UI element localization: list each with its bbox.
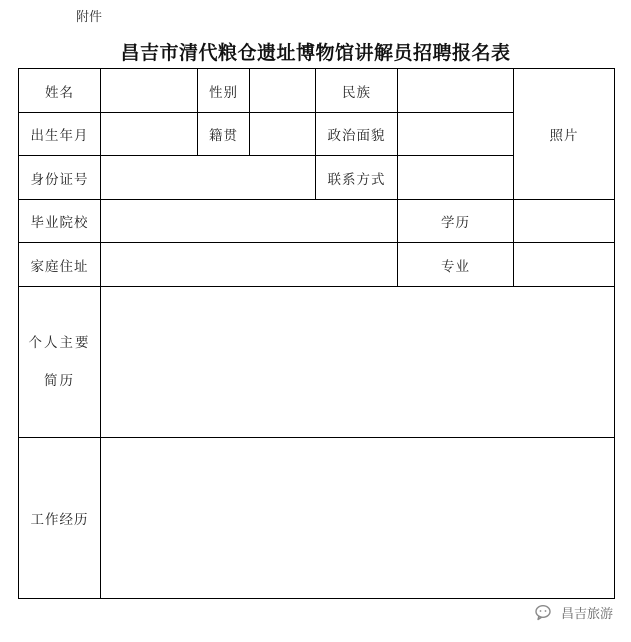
wechat-icon	[535, 604, 555, 622]
address-field[interactable]	[101, 243, 398, 287]
school-label: 毕业院校	[19, 200, 101, 243]
contact-field[interactable]	[398, 156, 514, 200]
watermark	[535, 603, 613, 622]
education-field[interactable]	[514, 200, 615, 243]
registration-form-table	[18, 68, 615, 599]
id-field[interactable]	[101, 156, 316, 200]
id-label: 身份证号	[19, 156, 101, 200]
major-label: 专业	[398, 243, 514, 287]
form-row-resume	[19, 287, 615, 438]
native-place-label: 籍贯	[198, 113, 250, 156]
political-field[interactable]	[398, 113, 514, 156]
photo-cell[interactable]: 照片	[514, 69, 615, 200]
page-title: 昌吉市清代粮仓遗址博物馆讲解员招聘报名表	[120, 42, 511, 64]
form-row-school	[19, 200, 615, 243]
address-label: 家庭住址	[19, 243, 101, 287]
name-field[interactable]	[101, 69, 198, 113]
work-field[interactable]	[101, 438, 615, 599]
birth-field[interactable]	[101, 113, 198, 156]
gender-label: 性别	[198, 69, 250, 113]
political-label: 政治面貌	[316, 113, 398, 156]
watermark-text: 昌吉旅游	[560, 607, 613, 622]
form-row-address	[19, 243, 615, 287]
form-row-work	[19, 438, 615, 599]
gender-field[interactable]	[250, 69, 316, 113]
resume-field[interactable]	[101, 287, 615, 438]
resume-label-line2: 简历	[44, 373, 75, 389]
form-row-basic	[19, 69, 615, 113]
school-field[interactable]	[101, 200, 398, 243]
ethnicity-label: 民族	[316, 69, 398, 113]
birth-label: 出生年月	[19, 113, 101, 156]
ethnicity-field[interactable]	[398, 69, 514, 113]
resume-label	[19, 287, 101, 438]
education-label: 学历	[398, 200, 514, 243]
native-place-field[interactable]	[250, 113, 316, 156]
work-label: 工作经历	[19, 438, 101, 599]
major-field[interactable]	[514, 243, 615, 287]
contact-label: 联系方式	[316, 156, 398, 200]
attachment-label: 附件	[76, 10, 103, 25]
name-label: 姓名	[19, 69, 101, 113]
resume-label-line1: 个人主要	[28, 335, 91, 351]
